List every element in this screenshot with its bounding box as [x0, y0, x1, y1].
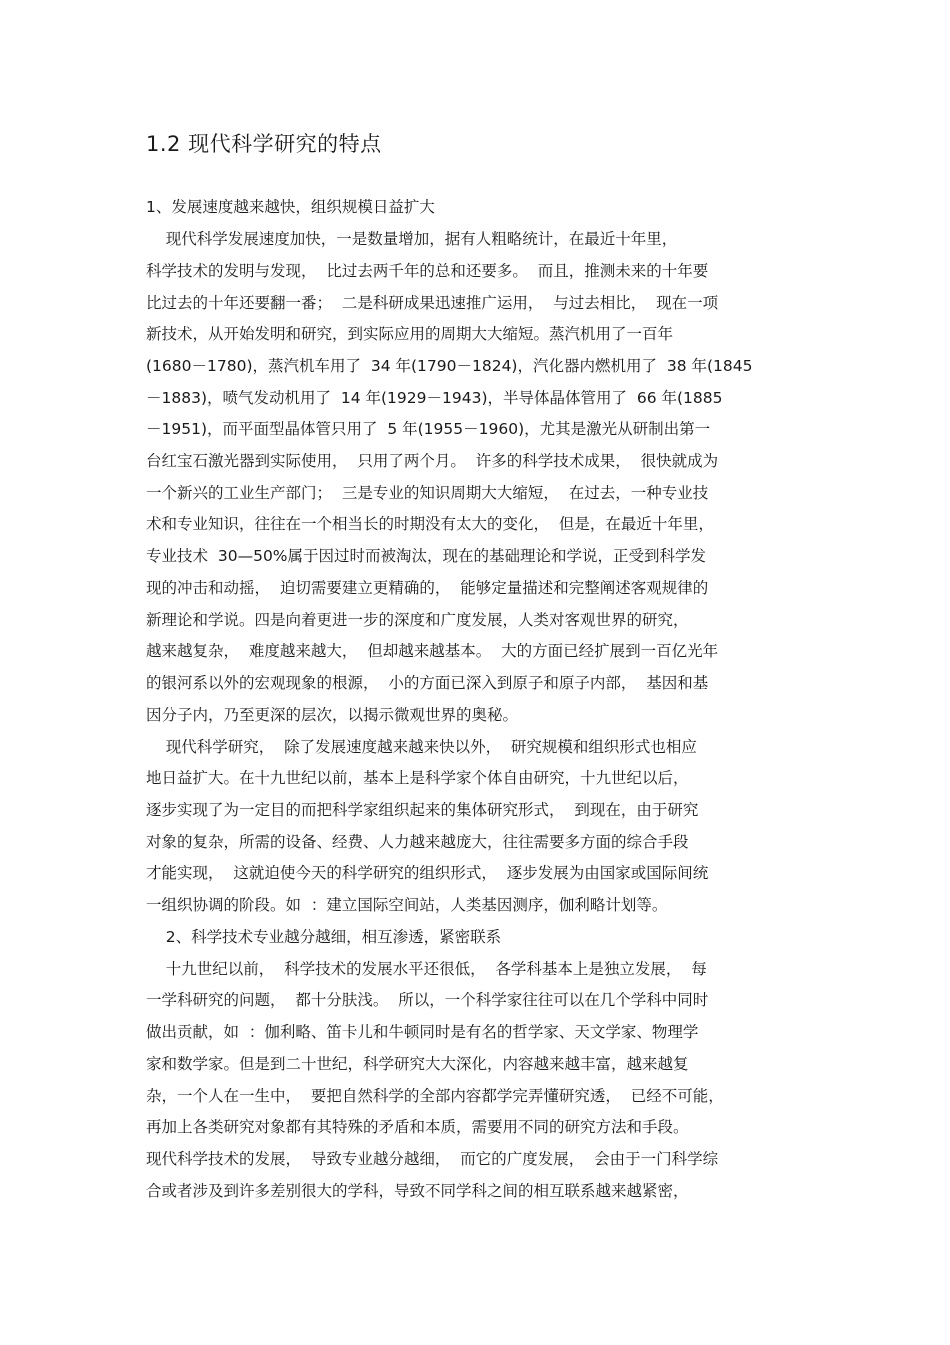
text-line: 对象的复杂，所需的设备、经费、人力越来越庞大，往往需要多方面的综合手段 — [146, 833, 689, 851]
text-line: 逐步实现了为一定目的而把科学家组织起来的集体研究形式， 到现在，由于研究 — [146, 801, 699, 819]
section-title: 1.2 现代科学研究的特点 — [146, 132, 382, 156]
text-line: 地日益扩大。在十九世纪以前，基本上是科学家个体自由研究，十九世纪以后， — [146, 769, 689, 787]
text-line: 新技术，从开始发明和研究，到实际应用的周期大大缩短。蒸汽机用了一百年 — [146, 325, 674, 343]
subsection-heading: 1、发展速度越来越快，组织规模日益扩大 — [146, 198, 435, 216]
text-line: (1680－1780)，蒸汽机车用了 34 年(1790－1824)，汽化器内燃机用了 38 年(1845 — [146, 357, 753, 375]
text-line: 杂，一个人在一生中， 要把自然科学的全部内容都学完弄懂研究透， 已经不可能， — [146, 1087, 724, 1105]
text-line: 台红宝石激光器到实际使用， 只用了两个月。 许多的科学技术成果， 很快就成为 — [146, 452, 719, 470]
text-line: 一组织协调的阶段。如 ：建立国际空间站，人类基因测序，伽利略计划等。 — [146, 896, 668, 914]
text-line: 现的冲击和动摇， 迫切需要建立更精确的， 能够定量描述和完整阐述客观规律的 — [146, 579, 709, 597]
text-line: 才能实现， 这就迫使今天的科学研究的组织形式， 逐步发展为由国家或国际间统 — [146, 864, 709, 882]
text-line: 现代科学发展速度加快，一是数量增加，据有人粗略统计，在最近十年里， — [146, 230, 678, 248]
text-line: 十九世纪以前， 科学技术的发展水平还很低， 各学科基本上是独立发展， 每 — [146, 960, 707, 978]
text-line: 专业技术 30—50%属于因过时而被淘汰，现在的基础理论和学说，正受到科学发 — [146, 547, 707, 565]
text-line: 再加上各类研究对象都有其特殊的矛盾和本质，需要用不同的研究方法和手段。 — [146, 1118, 689, 1136]
text-line: 家和数学家。但是到二十世纪，科学研究大大深化，内容越来越丰富，越来越复 — [146, 1055, 689, 1073]
text-line: 一个新兴的工业生产部门； 三是专业的知识周期大大缩短， 在过去，一种专业技 — [146, 484, 709, 502]
text-line: 科学技术的发明与发现， 比过去两千年的总和还要多。 而且，推测未来的十年要 — [146, 262, 709, 280]
text-line: 的银河系以外的宏观现象的根源， 小的方面已深入到原子和原子内部， 基因和基 — [146, 674, 709, 692]
text-line: 比过去的十年还要翻一番； 二是科研成果迅速推广运用， 与过去相比， 现在一项 — [146, 294, 719, 312]
text-line: －1951)，而平面型晶体管只用了 5 年(1955－1960)，尤其是激光从研制出第一 — [146, 420, 711, 438]
text-line: 现代科学技术的发展， 导致专业越分越细， 而它的广度发展， 会由于一门科学综 — [146, 1150, 719, 1168]
text-line: 合或者涉及到许多差别很大的学科，导致不同学科之间的相互联系越来越紧密， — [146, 1182, 689, 1200]
text-line: 现代科学研究， 除了发展速度越来越来快以外， 研究规模和组织形式也相应 — [146, 738, 697, 756]
text-line: 做出贡献，如 ：伽利略、笛卡儿和牛顿同时是有名的哲学家、天文学家、物理学 — [146, 1023, 699, 1041]
text-line: 2、科学技术专业越分越细，相互渗透，紧密联系 — [146, 928, 502, 946]
text-line: －1883)，喷气发动机用了 14 年(1929－1943)，半导体晶体管用了 66 年(1885 — [146, 389, 723, 407]
text-line: 一学科研究的问题， 都十分肤浅。 所以，一个科学家往往可以在几个学科中同时 — [146, 991, 709, 1009]
text-line: 术和专业知识，往往在一个相当长的时期没有太大的变化， 但是，在最近十年里， — [146, 515, 714, 533]
text-line: 新理论和学说。四是向着更进一步的深度和广度发展，人类对客观世界的研究， — [146, 611, 689, 629]
text-line: 越来越复杂， 难度越来越大， 但却越来越基本。 大的方面已经扩展到一百亿光年 — [146, 642, 719, 660]
text-line: 因分子内，乃至更深的层次，以揭示微观世界的奥秘。 — [146, 706, 519, 724]
